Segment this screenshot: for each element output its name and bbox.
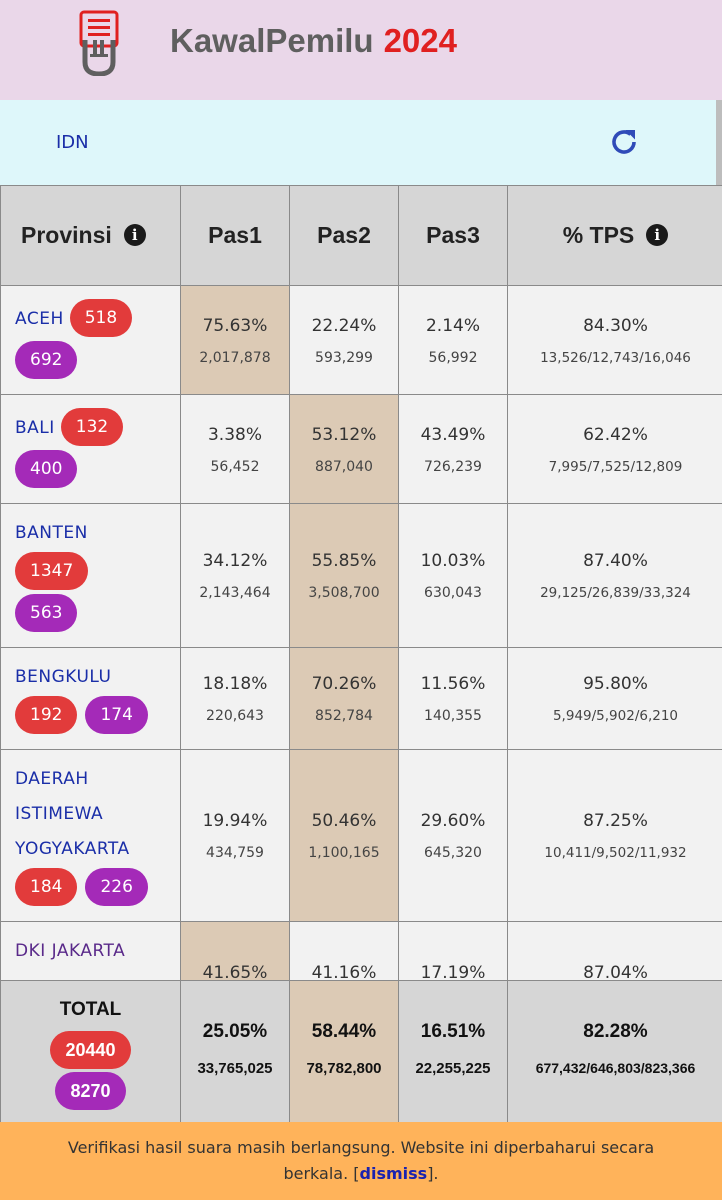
pas2-cell (290, 922, 399, 981)
total-pas3-percent: 16.51% (420, 1021, 486, 1042)
pas3-percent: 17.19% (420, 963, 486, 980)
pas1-votes: 2,017,878 (199, 349, 271, 366)
province-cell (1, 504, 181, 648)
app-title-name: KawalPemilu (170, 22, 374, 59)
pas3-cell (399, 922, 508, 981)
tps-detail: 10,411/9,502/11,932 (544, 845, 687, 861)
total-pas2-votes: 78,782,800 (306, 1060, 382, 1077)
pas2-votes: 593,299 (315, 349, 373, 366)
province-link[interactable]: BALI (15, 417, 55, 438)
tps-cell (508, 648, 722, 750)
pas1-cell (181, 922, 290, 981)
purple-badge[interactable]: 174 (85, 696, 147, 734)
purple-badge[interactable]: 563 (15, 594, 77, 632)
pas2-cell (290, 286, 399, 395)
pas3-cell (399, 504, 508, 648)
table-header-row (1, 186, 722, 286)
app-title[interactable] (170, 22, 457, 60)
pas2-percent: 53.12% (311, 424, 377, 445)
pas1-cell (181, 750, 290, 922)
pas2-cell (290, 750, 399, 922)
header-provinsi[interactable] (1, 186, 181, 286)
tps-percent: 87.04% (583, 963, 648, 980)
tps-cell (508, 922, 722, 981)
tps-percent: 84.30% (583, 315, 648, 336)
pas3-cell (399, 750, 508, 922)
red-badge[interactable]: 184 (15, 868, 77, 906)
pas2-percent: 50.46% (311, 811, 377, 831)
pas1-votes: 434,759 (206, 845, 264, 861)
province-cell (1, 750, 181, 922)
province-cell (1, 286, 181, 395)
header-provinsi-label: Provinsi (21, 222, 112, 248)
province-link[interactable]: ACEH (15, 308, 64, 329)
total-table (0, 980, 722, 1122)
pas1-votes: 2,143,464 (199, 585, 271, 601)
red-badge[interactable]: 1347 (15, 552, 88, 590)
tps-percent: 95.80% (583, 674, 648, 694)
province-link[interactable]: DAERAH ISTIMEWA YOGYAKARTA (15, 769, 130, 859)
results-table (0, 185, 722, 980)
pas3-cell (399, 648, 508, 750)
pas3-votes: 726,239 (424, 458, 482, 475)
total-tps-detail: 677,432/646,803/823,366 (535, 1060, 696, 1076)
pas2-cell (290, 648, 399, 750)
table-row (1, 922, 722, 981)
tps-detail: 13,526/12,743/16,046 (540, 349, 691, 366)
red-badge[interactable]: 518 (70, 299, 132, 337)
kawalpemilu-logo-icon[interactable] (78, 10, 120, 76)
header-pas1[interactable]: Pas1 (181, 186, 290, 286)
pas1-votes: 220,643 (206, 708, 264, 724)
total-pas3-cell (399, 981, 508, 1123)
refresh-icon[interactable] (608, 126, 640, 158)
purple-badge[interactable]: 692 (15, 341, 77, 379)
table-row (1, 286, 722, 395)
total-pas1-percent: 25.05% (202, 1021, 268, 1042)
tps-percent: 87.25% (583, 811, 648, 831)
province-link[interactable]: BENGKULU (15, 667, 112, 687)
results-table-container[interactable] (0, 185, 722, 980)
purple-badge[interactable]: 226 (85, 868, 147, 906)
pas1-votes: 56,452 (210, 458, 260, 475)
header-tps[interactable] (508, 186, 722, 286)
breadcrumb-idn[interactable]: IDN (56, 132, 89, 153)
tps-cell (508, 395, 722, 504)
total-red-badge[interactable]: 20440 (50, 1031, 130, 1069)
total-pas1-cell (181, 981, 290, 1123)
pas3-cell (399, 395, 508, 504)
province-link[interactable]: DKI JAKARTA (15, 941, 126, 961)
total-row-container (0, 980, 722, 1122)
total-tps-cell (508, 981, 722, 1123)
header-pas2[interactable]: Pas2 (290, 186, 399, 286)
pas2-percent: 70.26% (311, 674, 377, 694)
pas1-percent: 19.94% (202, 811, 268, 831)
tps-detail: 5,949/5,902/6,210 (552, 708, 679, 724)
province-link[interactable]: BANTEN (15, 523, 88, 543)
pas2-percent: 55.85% (311, 551, 377, 571)
table-row (1, 504, 722, 648)
pas3-votes: 140,355 (424, 708, 482, 724)
tps-cell (508, 286, 722, 395)
pas1-cell (181, 504, 290, 648)
tps-percent: 87.40% (583, 551, 648, 571)
province-cell (1, 395, 181, 504)
pas2-votes: 852,784 (315, 708, 373, 724)
red-badge[interactable]: 132 (61, 408, 123, 446)
pas2-votes: 1,100,165 (308, 845, 380, 861)
tps-cell (508, 750, 722, 922)
red-badge[interactable]: 192 (15, 696, 77, 734)
total-purple-badge[interactable]: 8270 (55, 1072, 125, 1110)
notice-banner (0, 1122, 722, 1200)
total-label: TOTAL (59, 999, 122, 1020)
pas1-percent: 18.18% (202, 674, 268, 694)
total-pas2-cell (290, 981, 399, 1123)
total-pas3-votes: 22,255,225 (415, 1060, 491, 1077)
app-title-year: 2024 (383, 22, 457, 59)
pas1-percent: 75.63% (202, 315, 268, 336)
pas2-cell (290, 395, 399, 504)
province-cell (1, 922, 181, 981)
info-icon[interactable]: i (124, 224, 146, 246)
province-cell (1, 648, 181, 750)
total-row (1, 981, 722, 1123)
pas1-cell (181, 395, 290, 504)
tps-detail: 29,125/26,839/33,324 (540, 585, 691, 601)
pas3-percent: 43.49% (420, 424, 486, 445)
total-label-cell (1, 981, 181, 1123)
table-row (1, 750, 722, 922)
tps-detail: 7,995/7,525/12,809 (548, 458, 683, 475)
tps-cell (508, 504, 722, 648)
pas3-percent: 29.60% (420, 811, 486, 831)
dismiss-link[interactable]: dismiss (359, 1164, 428, 1183)
pas2-cell (290, 504, 399, 648)
total-tps-percent: 82.28% (583, 1021, 648, 1042)
info-icon[interactable]: i (646, 224, 668, 246)
pas3-percent: 10.03% (420, 551, 486, 571)
pas2-votes: 887,040 (315, 458, 373, 475)
pas3-percent: 2.14% (425, 315, 480, 336)
pas2-votes: 3,508,700 (308, 585, 380, 601)
pas1-percent: 34.12% (202, 551, 268, 571)
pas3-votes: 645,320 (424, 845, 482, 861)
pas2-percent: 22.24% (311, 315, 377, 336)
total-pas2-percent: 58.44% (311, 1021, 377, 1042)
header-pas3[interactable]: Pas3 (399, 186, 508, 286)
pas3-votes: 630,043 (424, 585, 482, 601)
pas3-cell (399, 286, 508, 395)
banner-open-bracket: [ (353, 1164, 360, 1183)
pas3-votes: 56,992 (428, 349, 478, 366)
pas1-percent: 3.38% (207, 424, 262, 445)
pas1-cell (181, 286, 290, 395)
banner-close-bracket: ]. (427, 1164, 439, 1183)
tps-percent: 62.42% (583, 424, 648, 445)
header-tps-label: % TPS (562, 222, 635, 248)
pas2-percent: 41.16% (311, 963, 377, 980)
app-header (0, 0, 722, 100)
total-pas1-votes: 33,765,025 (197, 1060, 273, 1077)
purple-badge[interactable]: 400 (15, 450, 77, 488)
pas1-percent: 41.65% (202, 963, 268, 980)
table-row (1, 395, 722, 504)
banner-message: Verifikasi hasil suara masih berlangsung. Website ini diperbaharui secara berkala. (67, 1138, 655, 1183)
table-row (1, 648, 722, 750)
pas3-percent: 11.56% (420, 674, 486, 694)
pas1-cell (181, 648, 290, 750)
